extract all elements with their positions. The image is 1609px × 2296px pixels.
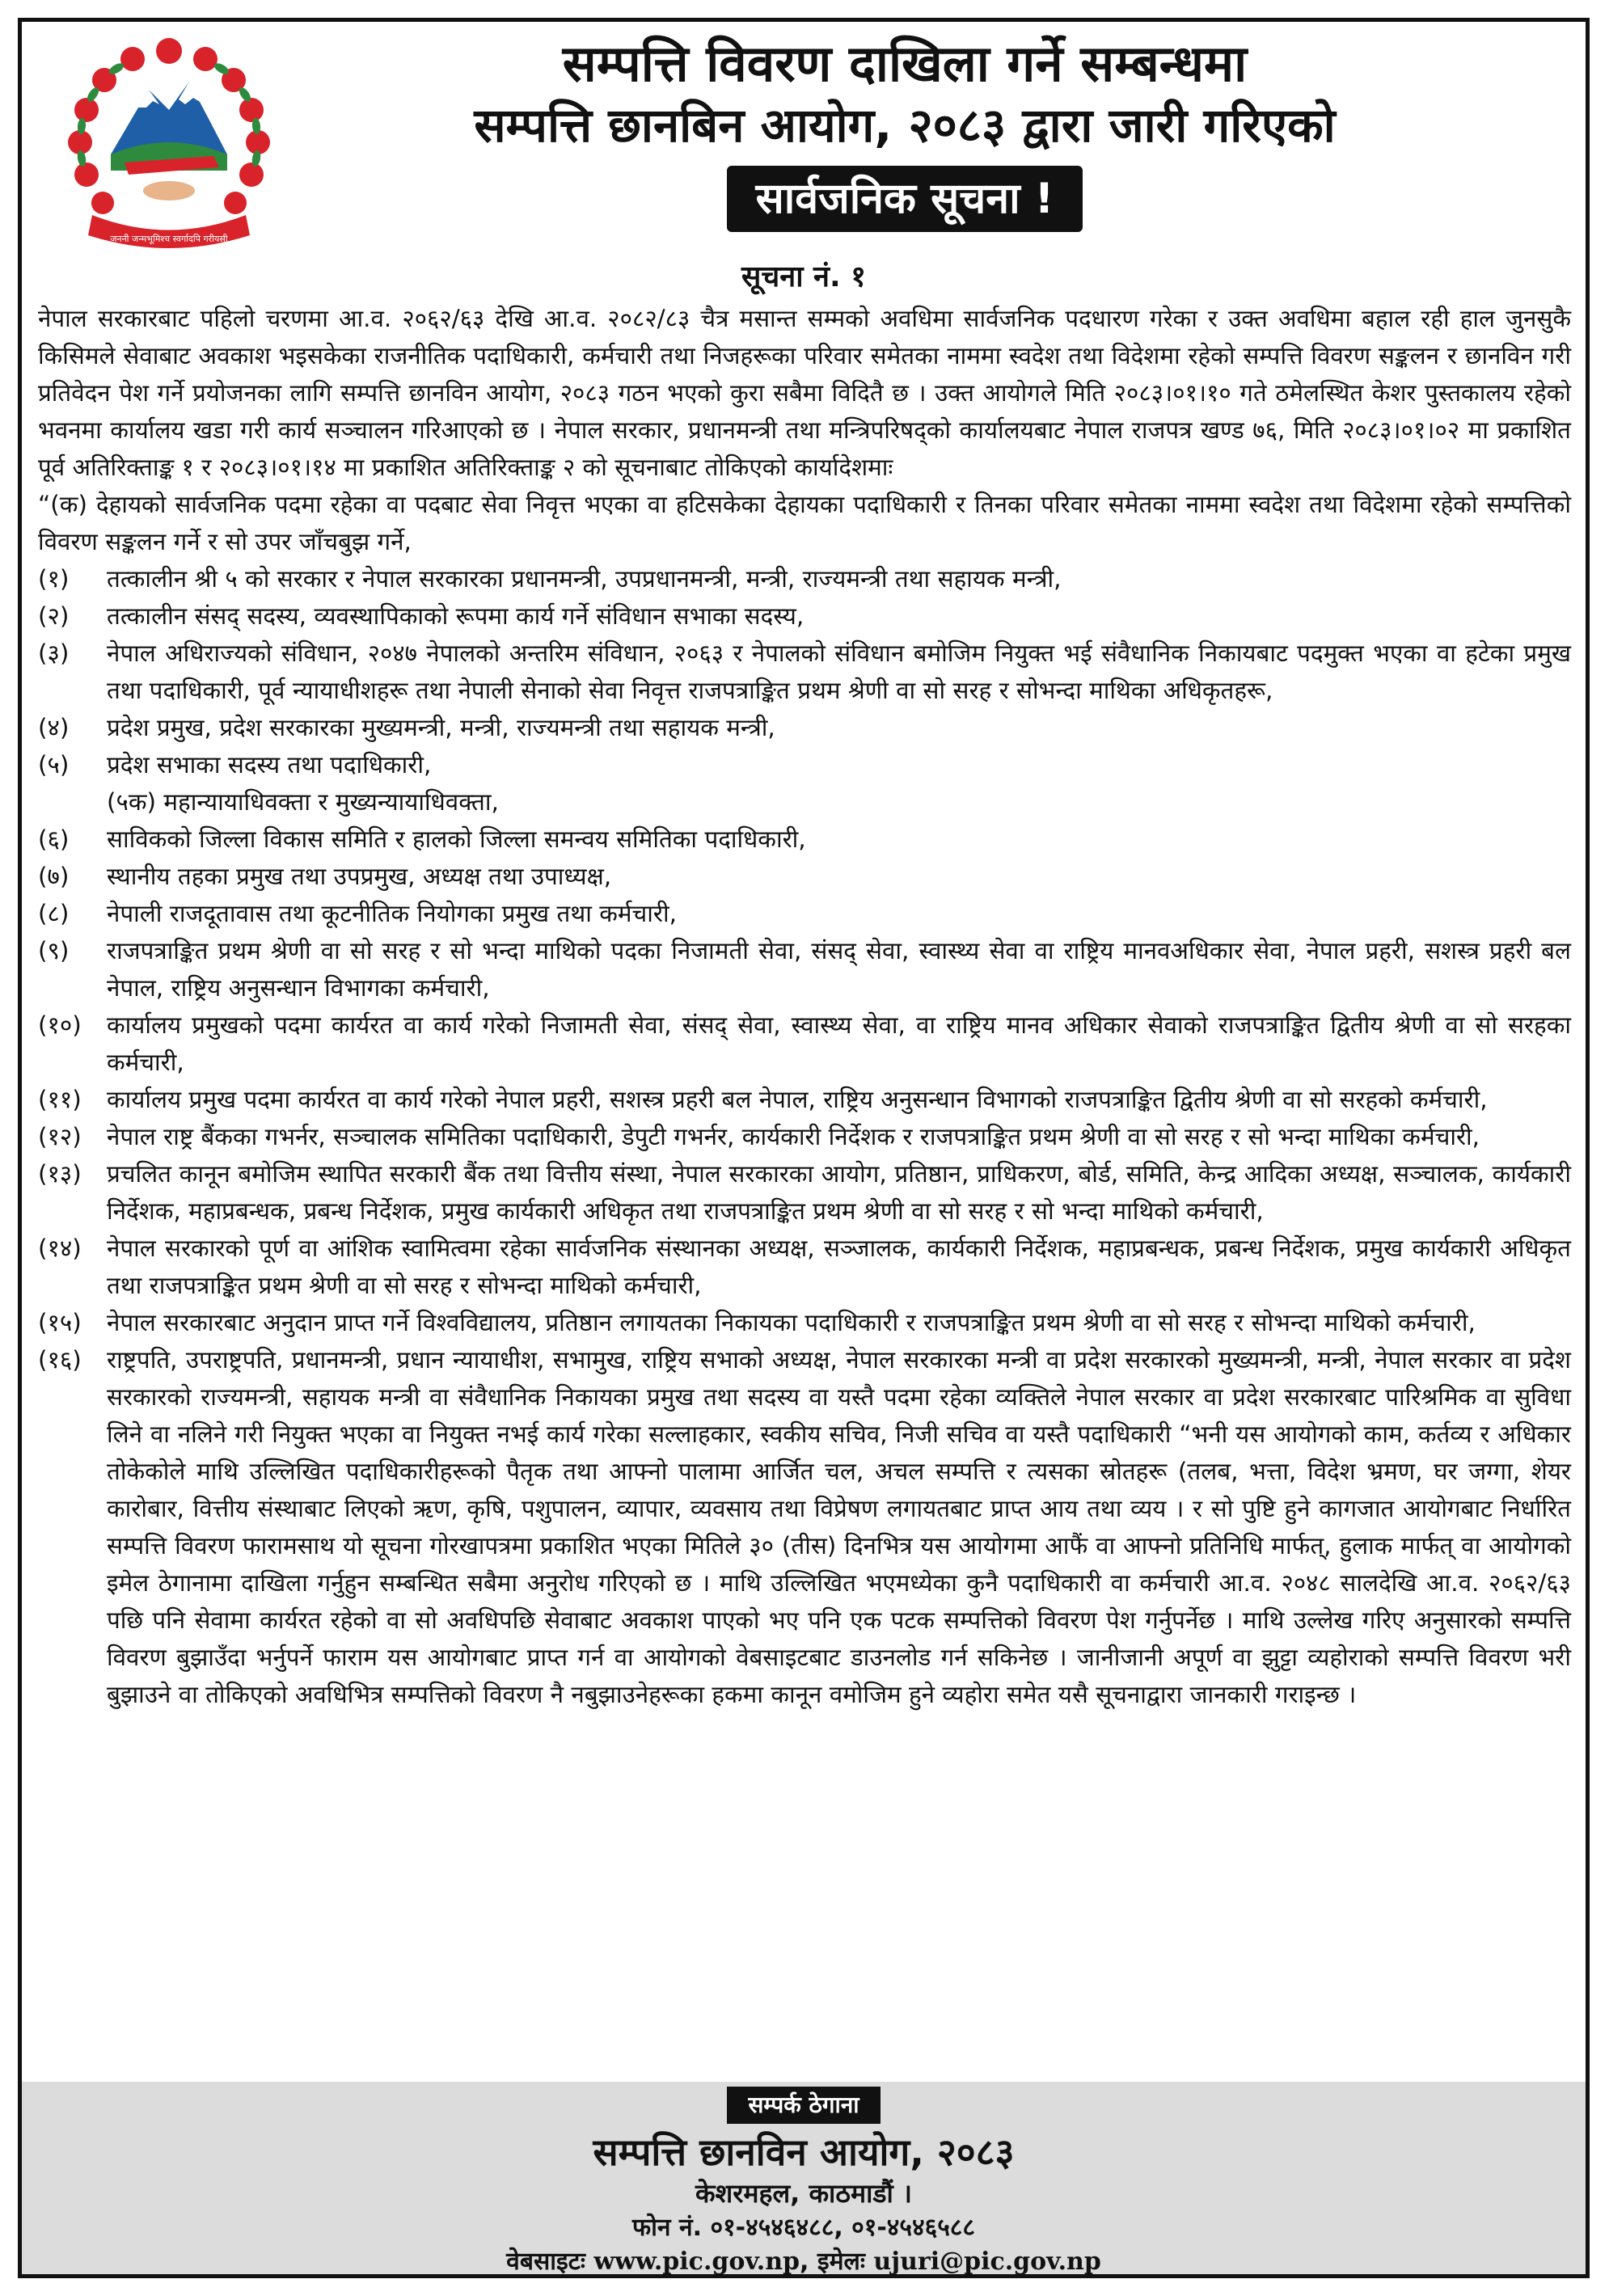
public-notice-banner: सार्वजनिक सूचना ! [727, 166, 1083, 232]
eligible-officials-list [38, 560, 1571, 1713]
list-item: (१२) नेपाल राष्ट्र बैंकका गभर्नर, सञ्चालक समितिका पदाधिकारी, डेपुटी गभर्नर, कार्यकारी निर्देशक र राजपत्राङ्कित प्रथम श्रेणी वा सो सरह र सो भन्दा माथिका कर्मचारी, [38, 1123, 1480, 1150]
list-item: (६) साविकको जिल्ला विकास समिति र हालको जिल्ला समन्वय समितिका पदाधिकारी, [38, 825, 806, 853]
list-item: (१३) प्रचलित कानून बमोजिम स्थापित सरकारी बैंक तथा वित्तीय संस्था, नेपाल सरकारका आयोग, प्रतिष्ठान, प्राधिकरण, बोर्ड, समिति, केन्द्र आदिका अध्यक्ष, सञ्चालक, कार्यकारी निर्देशक, महाप्रबन्धक, प्रबन्ध निर्देशक, प्रमुख कार्यकारी अधिकृत तथा राजपत्राङ्कित प्रथम श्रेणी वा सो सरह र सो भन्दा माथिको कर्मचारी, [38, 1160, 1571, 1225]
list-item: (१०) कार्यालय प्रमुखको पदमा कार्यरत वा कार्य गरेको निजामती सेवा, संसद् सेवा, स्वास्थ्य सेवा, वा राष्ट्रिय मानव अधिकार सेवाको राजपत्राङ्कित द्वितीय श्रेणी वा सो सरहका कर्मचारी, [38, 1011, 1571, 1076]
list-item: (३) नेपाल अधिराज्यको संविधान, २०४७ नेपालको अन्तरिम संविधान, २०६३ र नेपालको संविधान बमोजिम नियुक्त भई संवैधानिक निकायबाट पदमुक्त भएका वा हटेका प्रमुख तथा पदाधिकारी, पूर्व न्यायाधीशहरू तथा नेपाली सेनाको सेवा निवृत्त राजपत्राङ्कित प्रथम श्रेणी वा सो सरह र सोभन्दा माथिका अधिकृतहरू, [38, 639, 1571, 704]
list-item: (१५) नेपाल सरकारबाट अनुदान प्राप्त गर्ने विश्वविद्यालय, प्रतिष्ठान लगायतका निकायका पदाधिकारी र राजपत्राङ्कित प्रथम श्रेणी वा सो सरह र सोभन्दा माथिको कर्मचारी, [38, 1309, 1476, 1336]
clause-ka: “(क) देहायको सार्वजनिक पदमा रहेका वा पदबाट सेवा निवृत्त भएका वा हटिसकेका देहायका पदाधिकारी र तिनका परिवार समेतका नाममा स्वदेश तथा विदेशमा रहेको सम्पत्तिको विवरण सङ्कलन गर्ने र सो उपर जाँचबुझ गर्ने, [38, 491, 1571, 555]
intro-paragraph: नेपाल सरकारबाट पहिलो चरणमा आ.व. २०६२/६३ देखि आ.व. २०८२/८३ चैत्र मसान्त सम्मको अवधिमा सार्वजनिक पदधारण गरेका र उक्त अवधिमा बहाल रही हाल जुनसुकै किसिमले सेवाबाट अवकाश भइसकेका राजनीतिक पदाधिकारी, कर्मचारी तथा निजहरूका परिवार समेतका नाममा स्वदेश तथा विदेशमा रहेको सम्पत्ति विवरण सङ्कलन र छानविन गरी प्रतिवेदन पेश गर्ने प्रयोजनका लागि सम्पत्ति छानविन आयोग, २०८३ गठन भएको कुरा सबैमा विदितै छ । उक्त आयोगले मिति २०८३।०१।१० गते ठमेलस्थित केशर पुस्तकालय रहेको भवनमा कार्यालय खडा गरी कार्य सञ्चालन गरिआएको छ । नेपाल सरकार, प्रधानमन्त्री तथा मन्त्रिपरिषद्को कार्यालयबाट नेपाल राजपत्र खण्ड ७६, मिति २०८३।०१।०२ मा प्रकाशित पूर्व अतिरिक्ताङ्क १ र २०८३।०१।१४ मा प्रकाशित अतिरिक्ताङ्क २ को सूचनाबाट तोकिएको कार्यादेशमाः [38, 305, 1571, 481]
website-link[interactable]: www.pic.gov.np [593, 2247, 800, 2276]
notice-header [22, 22, 1586, 264]
list-item: (९) राजपत्राङ्कित प्रथम श्रेणी वा सो सरह र सो भन्दा माथिको पदका निजामती सेवा, संसद् सेवा, स्वास्थ्य सेवा वा राष्ट्रिय मानवअधिकार सेवा, नेपाल प्रहरी, सशस्त्र प्रहरी बल नेपाल, राष्ट्रिय अनुसन्धान विभागका कर्मचारी, [38, 937, 1571, 1002]
contact-label: सम्पर्क ठेगाना [727, 2087, 880, 2124]
list-item: (२) तत्कालीन संसद् सदस्य, व्यवस्थापिकाको रूपमा कार्य गर्ने संविधान सभाका सदस्य, [38, 602, 804, 630]
list-item: (४) प्रदेश प्रमुख, प्रदेश सरकारका मुख्यमन्त्री, मन्त्री, राज्यमन्त्री तथा सहायक मन्त्री, [38, 714, 775, 741]
list-item: (१६) राष्ट्रपति, उपराष्ट्रपति, प्रधानमन्त्री, प्रधान न्यायाधीश, सभामुख, राष्ट्रिय सभाको अध्यक्ष, नेपाल सरकारका मन्त्री वा प्रदेश सरकारको मुख्यमन्त्री, मन्त्री, नेपाल सरकार वा प्रदेश सरकारको राज्यमन्त्री, सहायक मन्त्री वा संवैधानिक निकायका प्रमुख तथा सदस्य वा यस्तै पदमा रहेका व्यक्तिले नेपाल सरकार वा प्रदेश सरकारबाट पारिश्रमिक वा सुविधा लिने वा नलिने गरी नियुक्त भएका वा नियुक्त नभई कार्य गरेका सल्लाहकार, स्वकीय सचिव, निजी सचिव वा यस्तै पदाधिकारी “भनी यस आयोगको काम, कर्तव्य र अधिकार तोकेकोले माथि उल्लिखित पदाधिकारीहरूको पैतृक तथा आफ्नो पालामा आर्जित चल, अचल सम्पत्ति र त्यसका स्रोतहरू (तलब, भत्ता, विदेश भ्रमण, घर जग्गा, शेयर कारोबार, वित्तीय संस्थाबाट लिएको ऋण, कृषि, पशुपालन, व्यापार, व्यवसाय तथा विप्रेषण लगायतबाट प्राप्त आय तथा व्यय । र सो पुष्टि हुने कागजात आयोगबाट निर्धारित सम्पत्ति विवरण फारामसाथ यो सूचना गोरखापत्रमा प्रकाशित भएका मितिले ३० (तीस) दिनभित्र यस आयोगमा आफैं वा आफ्नो प्रतिनिधि मार्फत्, हुलाक मार्फत् वा आयोगको इमेल ठेगानामा दाखिला गर्नुहुन सम्बन्धित सबैमा अनुरोध गरिएको छ । माथि उल्लिखित भएमध्येका कुनै पदाधिकारी वा कर्मचारी आ.व. २०४८ सालदेखि आ.व. २०६२/६३ पछि पनि सेवामा कार्यरत रहेको वा सो अवधिपछि सेवाबाट अवकाश पाएको भए पनि एक पटक सम्पत्तिको विवरण पेश गर्नुपर्नेछ । माथि उल्लेख गरिए अनुसारको सम्पत्ति विवरण बुझाउँदा भर्नुपर्ने फाराम यस आयोगबाट प्राप्त गर्न वा आयोगको वेबसाइटबाट डाउनलोड गर्न सकिनेछ । जानीजानी अपूर्ण वा झुट्टा व्यहोराको सम्पत्ति विवरण भरी बुझाउने वा तोकिएको अवधिभित्र सम्पत्तिको विवरण नै नबुझाउनेहरूका हकमा कानून वमोजिम हुने व्यहोरा समेत यसै सूचनाद्वारा जानकारी गराइन्छ । [38, 1346, 1571, 1708]
phone-numbers: ०१-४५४६४८८, ०१-४५४६५८८ [710, 2214, 976, 2242]
notice-body [22, 300, 1586, 1713]
notice-title-line2: सम्पत्ति छानबिन आयोग, २०८३ द्वारा जारी गरिएको [474, 98, 1336, 153]
emblem-motto: जननी जन्मभूमिश्च स्वर्गादपि गरीयसी [110, 234, 228, 244]
website-label: वेबसाइटः [506, 2247, 585, 2276]
list-item: (७) स्थानीय तहका प्रमुख तथा उपप्रमुख, अध्यक्ष तथा उपाध्यक्ष, [38, 863, 612, 890]
notice-title-line1: सम्पत्ति विवरण दाखिला गर्ने सम्बन्धमा [562, 34, 1248, 93]
list-item: (११) कार्यालय प्रमुख पदमा कार्यरत वा कार्य गरेको नेपाल प्रहरी, सशस्त्र प्रहरी बल नेपाल, राष्ट्रिय अनुसन्धान विभागको राजपत्राङ्कित द्वितीय श्रेणी वा सो सरहको कर्मचारी, [38, 1086, 1488, 1113]
address: केशरमहल, काठमाडौं । [695, 2178, 913, 2209]
list-item: (५क) महान्यायाधिवक्ता र मुख्यन्यायाधिवक्ता, [107, 788, 499, 816]
list-item: (१४) नेपाल सरकारको पूर्ण वा आंशिक स्वामित्वमा रहेका सार्वजनिक संस्थानका अध्यक्ष, सञ्जालक, कार्यकारी निर्देशक, महाप्रबन्धक, प्रबन्ध निर्देशक, प्रमुख कार्यकारी अधिकृत तथा राजपत्राङ्कित प्रथम श्रेणी वा सो सरह र सोभन्दा माथिको कर्मचारी, [38, 1235, 1571, 1299]
list-item: (८) नेपाली राजदूतावास तथा कूटनीतिक नियोगका प्रमुख तथा कर्मचारी, [38, 900, 677, 927]
email-link[interactable]: ujuri@pic.gov.np [873, 2247, 1101, 2276]
notice-number: सूचना नं. १ [741, 260, 866, 293]
phone-label: फोन नं. [631, 2214, 703, 2242]
list-item: (५) प्रदेश सभाका सदस्य तथा पदाधिकारी, [38, 751, 432, 779]
organization-name: सम्पत्ति छानविन आयोग, २०८३ [593, 2130, 1015, 2174]
public-notice [18, 18, 1590, 2278]
list-item: (१) तत्कालीन श्री ५ को सरकार र नेपाल सरकारका प्रधानमन्त्री, उपप्रधानमन्त्री, मन्त्री, राज्यमन्त्री तथा सहायक मन्त्री, [38, 565, 1062, 593]
contact-footer [22, 2082, 1586, 2274]
web-line: वेबसाइटः www.pic.gov.np, इमेलः ujuri@pic.gov.np [506, 2247, 1101, 2276]
phone-line [22, 2211, 1586, 2245]
email-label: इमेलः [817, 2247, 865, 2276]
